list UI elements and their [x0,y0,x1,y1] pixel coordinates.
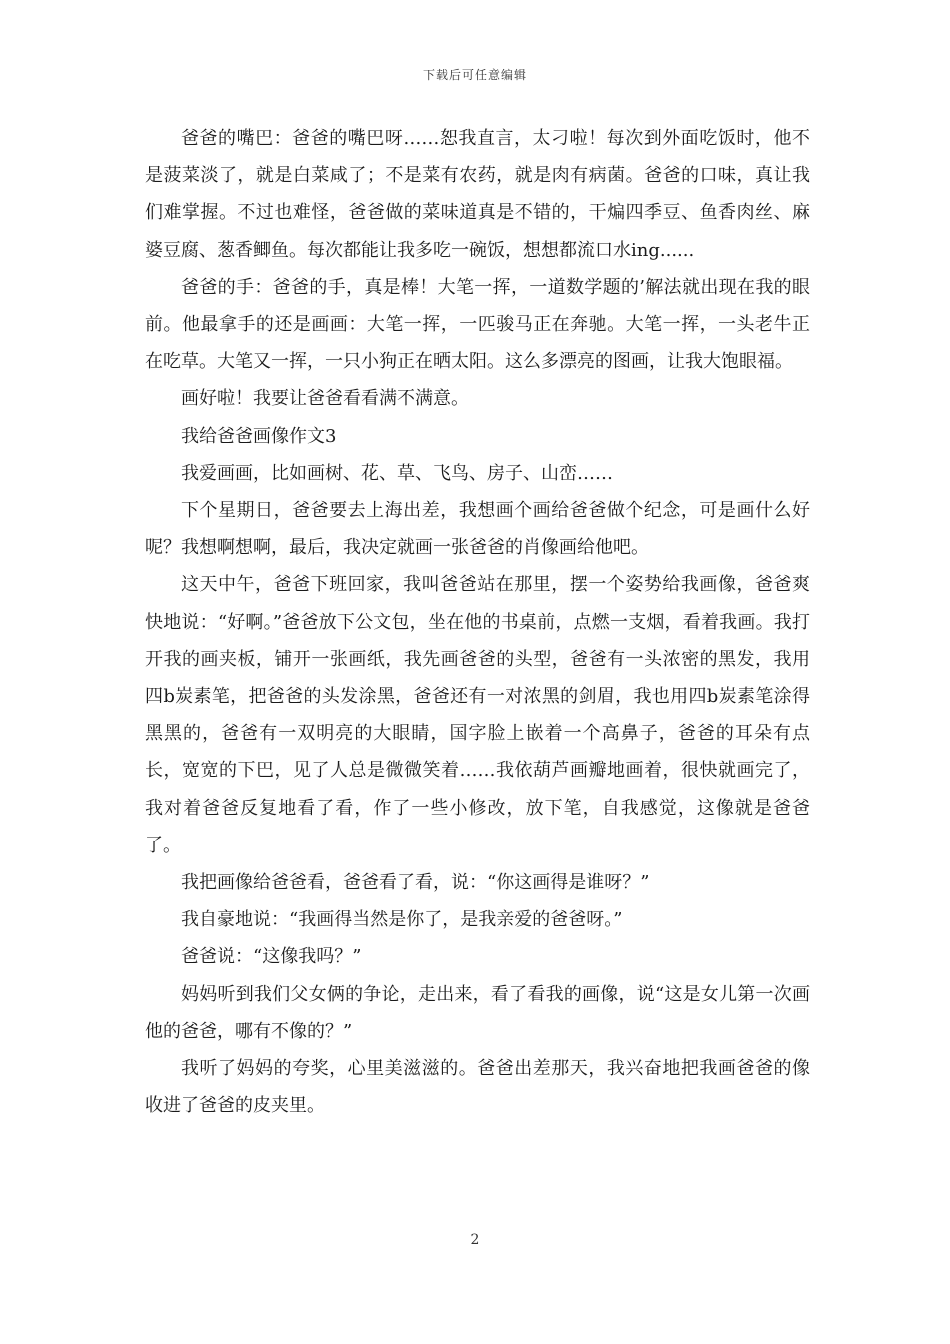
paragraph-drawing-process: 这天中午，爸爸下班回家，我叫爸爸站在那里，摆一个姿势给我画像，爸爸爽快地说：“好啊。”爸爸放下公文包，坐在他的书桌前，点燃一支烟，看着我画。我打开我的画夹板，铺开一张画纸，我先画爸爸的头型，爸爸有一头浓密的黑发，我用四b炭素笔，把爸爸的头发涂黑，爸爸还有一对浓黑的剑眉，我也用四b炭素笔涂得黑黑的，爸爸有一双明亮的大眼睛，国字脸上嵌着一个高鼻子，爸爸的耳朵有点长，宽宽的下巴，见了人总是微微笑着……我依葫芦画瓣地画着，很快就画完了，我对着爸爸反复地看了看，作了一些小修改，放下笔，自我感觉，这像就是爸爸了。 [145,574,810,856]
paragraph-next-sunday: 下个星期日，爸爸要去上海出差，我想画个画给爸爸做个纪念，可是画什么好呢？我想啊想啊，最后，我决定就画一张爸爸的肖像画给他吧。 [145,500,810,559]
paragraph-father-asks: 爸爸说：“这像我吗？” [181,946,362,968]
paragraph-show-father: 我把画像给爸爸看，爸爸看了看，说：“你这画得是谁呀？” [181,872,650,894]
paragraph-ending: 我听了妈妈的夸奖，心里美滋滋的。爸爸出差那天，我兴奋地把我画爸爸的像收进了爸爸的皮夹里。 [145,1058,810,1117]
paragraph-proud-reply: 我自豪地说：“我画得当然是你了，是我亲爱的爸爸呀。” [181,909,623,931]
page-header: 下载后可任意编辑 [422,68,527,82]
paragraph-mother-comment: 妈妈听到我们父女俩的争论，走出来，看了看我的画像，说“这是女儿第一次画他的爸爸，哪有不像的？” [145,983,810,1042]
paragraph-love-drawing: 我爱画画，比如画树、花、草、飞鸟、房子、山峦…… [181,462,613,484]
paragraph-satisfied: 画好啦！我要让爸爸看看满不满意。 [181,388,469,410]
paragraph-father-hands: 爸爸的手：爸爸的手，真是棒！大笔一挥，一道数学题的’解法就出现在我的眼前。他最拿手的还是画画：大笔一挥，一匹骏马正在奔驰。大笔一挥，一头老牛正在吃草。大笔又一挥，一只小狗正在晒太阳。这么多漂亮的图画，让我大饱眼福。 [145,276,810,373]
paragraph-father-mouth: 爸爸的嘴巴：爸爸的嘴巴呀……恕我直言，太刁啦！每次到外面吃饭时，他不是菠菜淡了，就是白菜咸了；不是菜有农药，就是肉有病菌。爸爸的口味，真让我们难掌握。不过也难怪，爸爸做的菜味道真是不错的，干煸四季豆、鱼香肉丝、麻婆豆腐、葱香鲫鱼。每次都能让我多吃一碗饭，想想都流口水ing...... [145,128,810,261]
document-body [145,120,810,1124]
essay-title: 我给爸爸画像作文3 [181,425,337,447]
page-number: 2 [470,1232,480,1248]
